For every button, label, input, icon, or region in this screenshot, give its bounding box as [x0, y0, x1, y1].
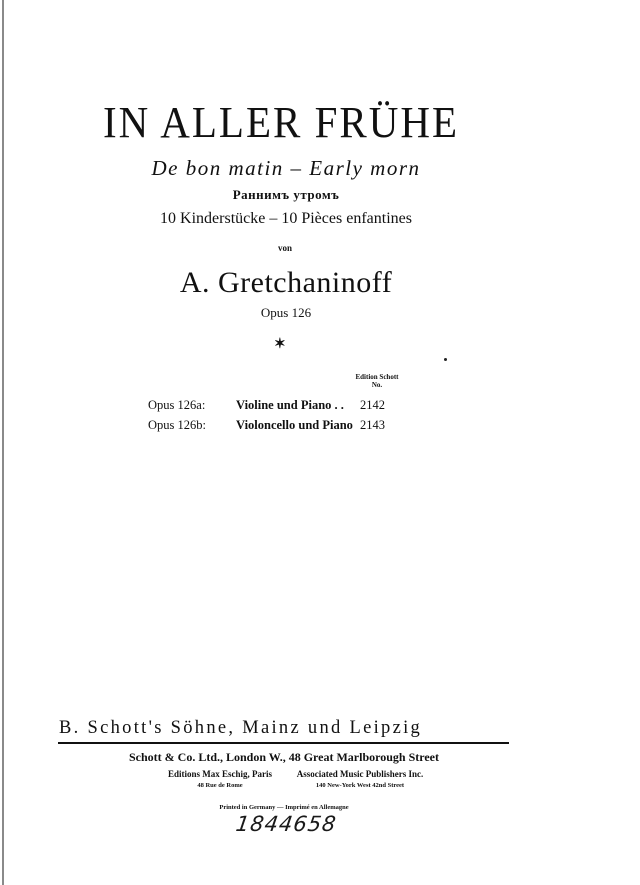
- edition-number: 2142: [360, 398, 385, 412]
- printed-in-germany: Printed in Germany — Imprimé en Allemagne: [219, 804, 349, 811]
- edition-row: [148, 418, 385, 433]
- handwritten-number: 1844658: [234, 812, 339, 836]
- print-speck: [444, 358, 447, 361]
- subtitle: De bon matin – Early morn: [151, 156, 421, 180]
- composer-name: A. Gretchaninoff: [179, 266, 393, 299]
- newyork-publisher: [270, 769, 450, 791]
- newyork-name: Associated Music Publishers Inc.: [296, 769, 424, 779]
- von-label: von: [277, 243, 292, 253]
- opus-number: Opus 126: [260, 305, 312, 320]
- edition-number: 2143: [360, 418, 385, 432]
- edition-header: [345, 373, 409, 389]
- edition-instruments: Violine und Piano . .: [236, 398, 344, 412]
- publisher-rule: [58, 742, 509, 744]
- newyork-address: 140 New-York West 42nd Street: [315, 782, 405, 789]
- edition-header-line2: No.: [371, 381, 383, 389]
- london-address: Schott & Co. Ltd., London W., 48 Great Marlborough Street: [128, 750, 440, 764]
- pieces-description: 10 Kinderstücke – 10 Pièces enfantines: [160, 210, 412, 227]
- publisher-name: B. Schott's Söhne, Mainz und Leipzig: [59, 718, 423, 738]
- edition-instruments: Violoncello und Piano: [236, 418, 353, 432]
- russian-title: Раннимъ утромъ: [232, 187, 340, 202]
- page-title: IN ALLER FRÜHE: [103, 97, 459, 147]
- edition-header-line1: Edition Schott: [355, 373, 399, 381]
- paris-address: 48 Rue de Rome: [197, 782, 243, 789]
- paris-publisher: [160, 769, 280, 791]
- edition-opus: Opus 126b:: [148, 418, 206, 432]
- edition-row: [148, 398, 385, 413]
- star-ornament: ✶: [274, 337, 286, 352]
- paris-name: Editions Max Eschig, Paris: [167, 769, 272, 779]
- edition-opus: Opus 126a:: [148, 398, 206, 412]
